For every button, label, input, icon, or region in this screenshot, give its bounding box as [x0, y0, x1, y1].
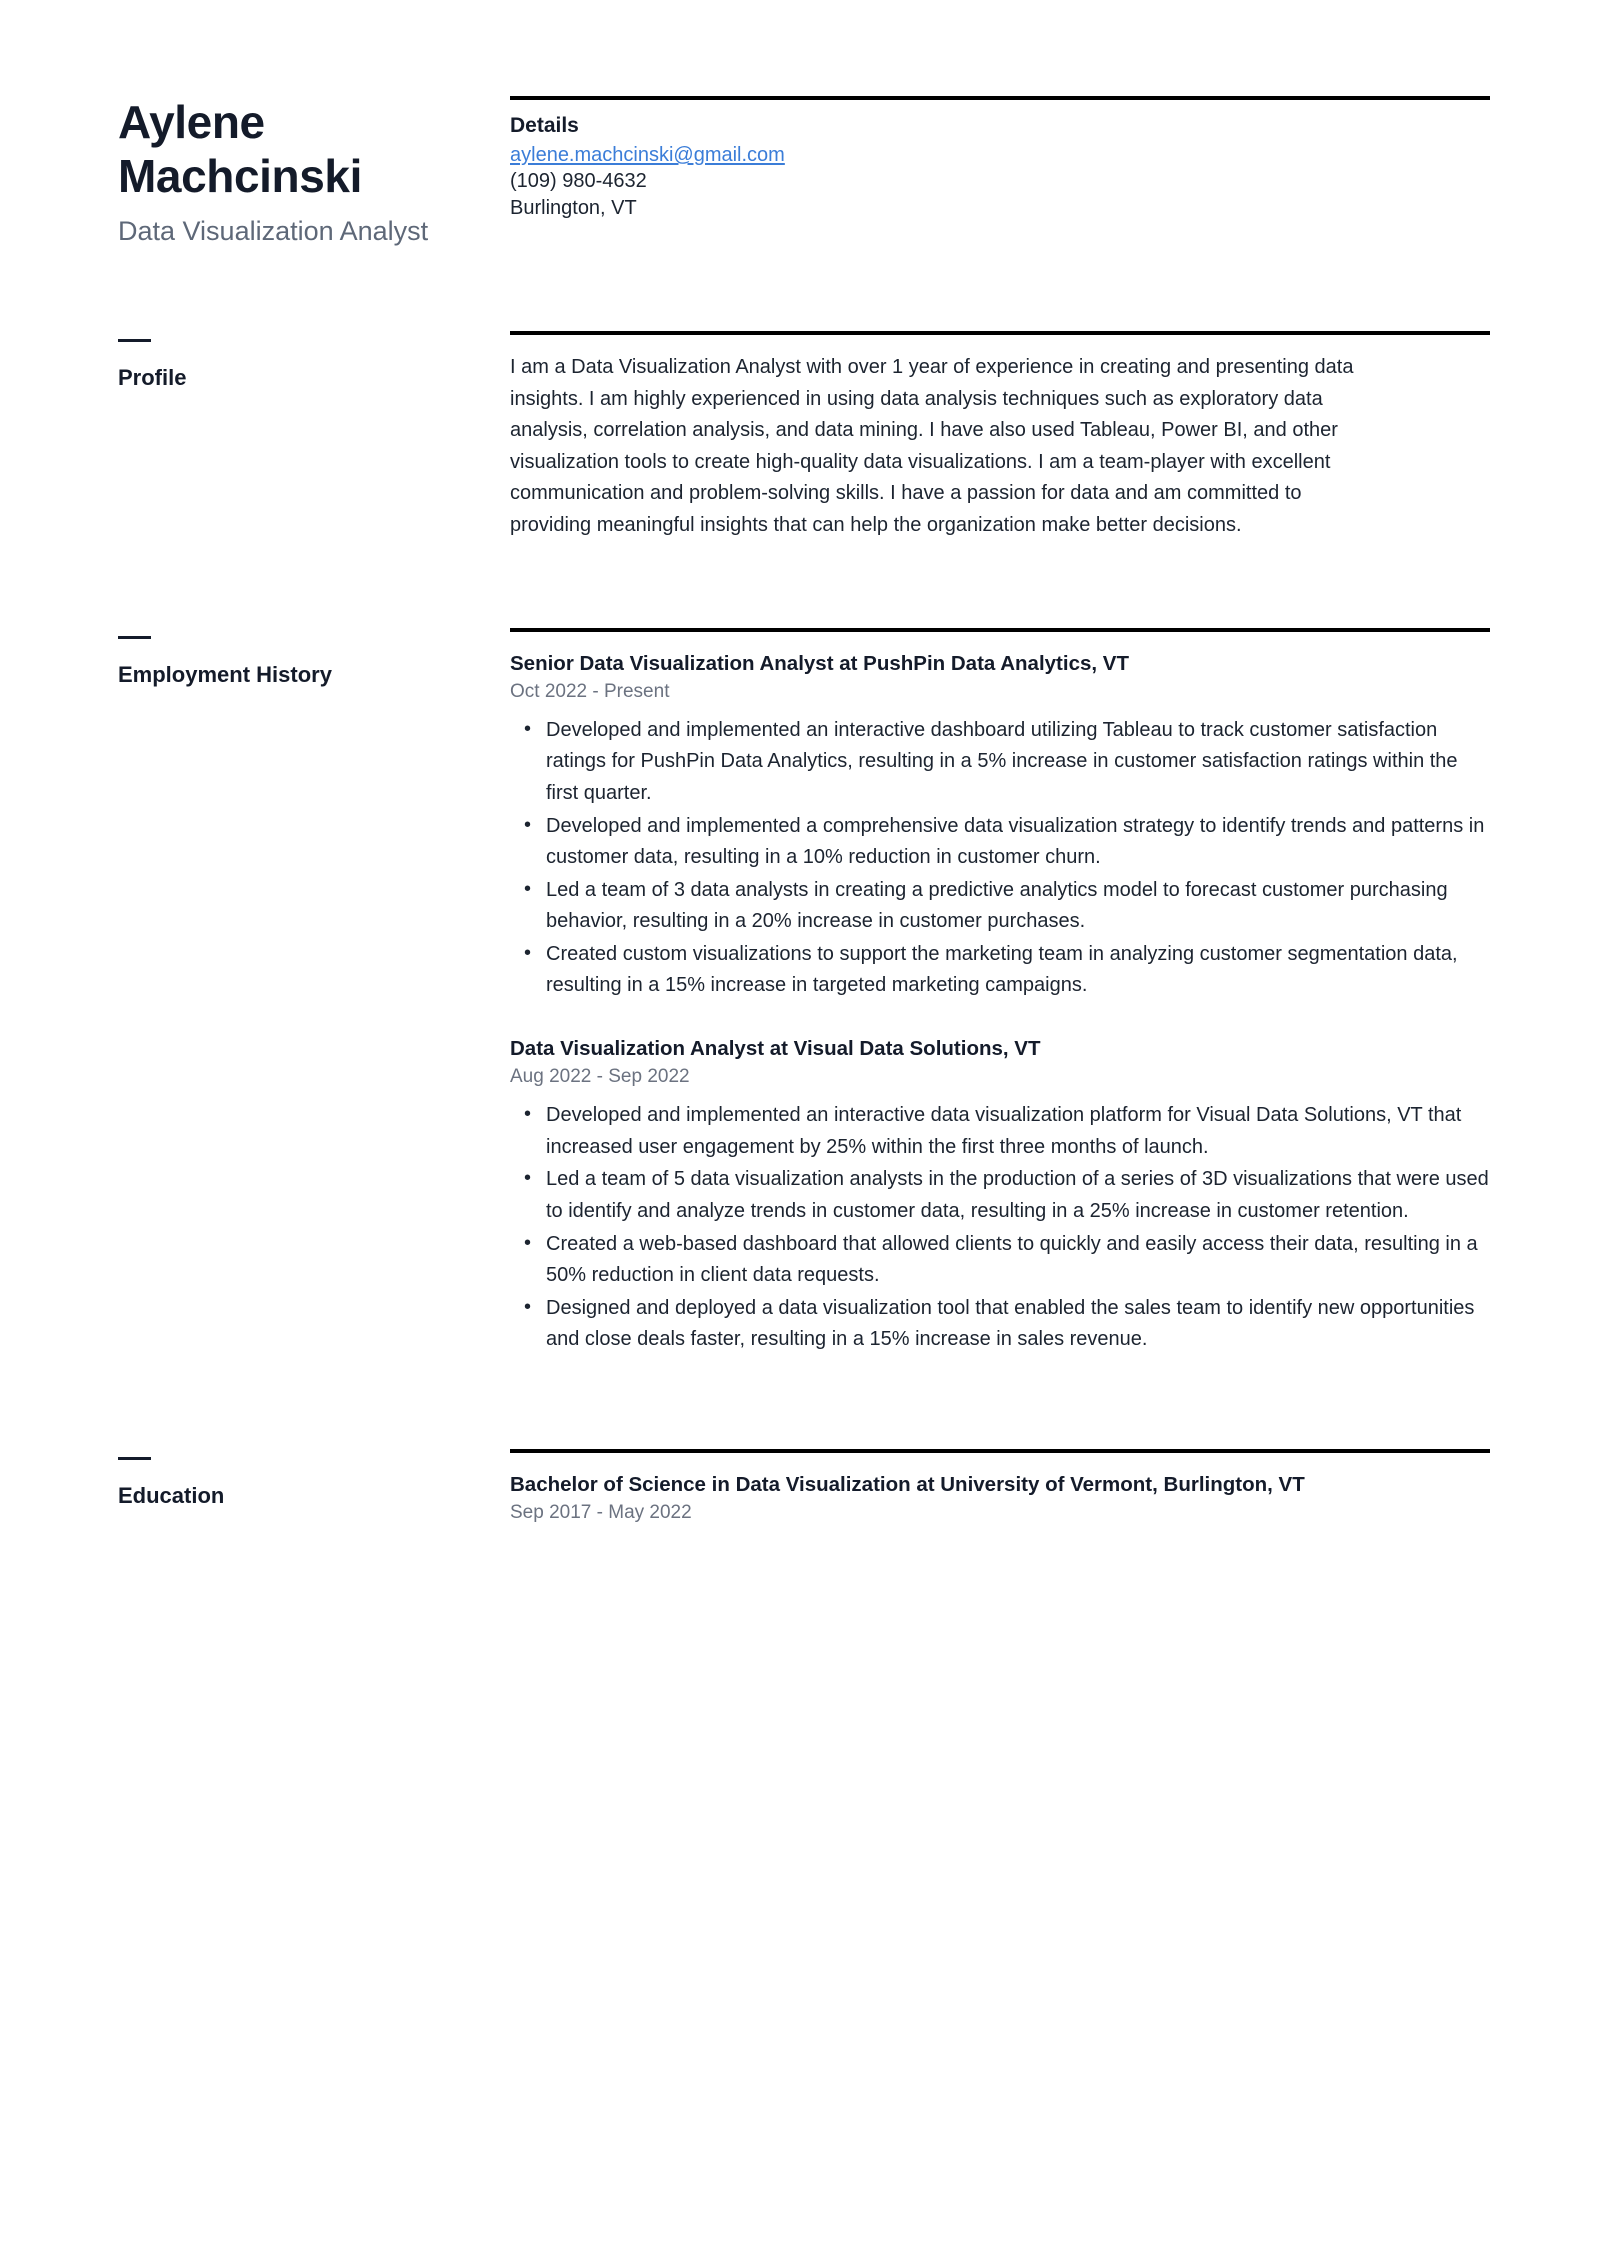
header-section — [0, 0, 1600, 249]
details-column — [510, 96, 1600, 249]
profile-content-column — [510, 331, 1600, 542]
employment-label-column — [0, 628, 510, 1357]
employment-entry-bullets — [510, 715, 1490, 1002]
email-link[interactable]: aylene.machcinski@gmail.com — [510, 144, 785, 166]
list-item: • Developed and implemented an interactive data visualization platform for Visual Data Solutions, VT that increased user engagement by 25% within the first three months of launch. — [510, 1100, 1490, 1163]
sidebar-label-education: Education — [118, 1482, 225, 1508]
details-block — [510, 114, 1490, 221]
employment-section — [0, 628, 1600, 1357]
profile-text: I am a Data Visualization Analyst with over 1 year of experience in creating and presenting data insights. I am highly experienced in using data analysis techniques such as exploratory data analysis, correlation analysis, and data mining. I have also used Tableau, Power BI, and other visualization tools to create high-quality data visualizations. I am a team-player with excellent communication and problem-solving skills. I have a passion for data and am committed to providing meaningful insights that can help the organization make better decisions. — [510, 356, 1354, 537]
list-item: • Led a team of 3 data analysts in creating a predictive analytics model to forecast customer purchasing behavior, resulting in a 20% increase in customer purchases. — [510, 875, 1490, 938]
header-identity — [0, 96, 510, 249]
profile-label-column — [0, 331, 510, 542]
list-item: • Developed and implemented a comprehensive data visualization strategy to identify trends and patterns in customer data, resulting in a 10% reduction in customer churn. — [510, 811, 1490, 874]
employment-entry-bullets — [510, 1100, 1490, 1356]
phone-line: (109) 980-4632 — [510, 170, 647, 193]
sidebar-label-employment: Employment History — [118, 661, 332, 687]
list-item: • Created custom visualizations to support the marketing team in analyzing customer segmentation data, resulting in a 15% increase in targeted marketing campaigns. — [510, 939, 1490, 1002]
section-dash-icon — [118, 339, 151, 342]
section-rule-employment — [510, 628, 1490, 632]
section-rule-profile — [510, 331, 1490, 335]
list-item: • Developed and implemented an interactive dashboard utilizing Tableau to track customer satisfaction ratings for PushPin Data Analytics, resulting in a 5% increase in customer satisfaction ratings within the first quarter. — [510, 715, 1490, 810]
education-entry-date: Sep 2017 - May 2022 — [510, 1502, 692, 1524]
employment-entry-date: Oct 2022 - Present — [510, 680, 670, 702]
section-rule-education — [510, 1449, 1490, 1453]
education-entry-title: Bachelor of Science in Data Visualization at University of Vermont, Burlington, VT — [510, 1472, 1305, 1496]
email-line — [510, 142, 1490, 168]
list-item: • Led a team of 5 data visualization analysts in the production of a series of 3D visualizations that were used to identify and analyze trends in customer data, resulting in a 25% increase in customer retention. — [510, 1164, 1490, 1227]
location-line: Burlington, VT — [510, 196, 637, 219]
header-job-title: Data Visualization Analyst — [118, 215, 429, 246]
sidebar-label-profile: Profile — [118, 365, 187, 391]
education-section — [0, 1449, 1600, 1524]
employment-entry — [510, 1034, 1490, 1356]
list-item: • Created a web-based dashboard that allowed clients to quickly and easily access their data, resulting in a 50% reduction in client data requests. — [510, 1229, 1490, 1292]
list-item: • Designed and deployed a data visualization tool that enabled the sales team to identify new opportunities and close deals faster, resulting in a 15% increase in sales revenue. — [510, 1293, 1490, 1356]
section-rule-details — [510, 96, 1490, 100]
education-content-column — [510, 1449, 1600, 1524]
section-dash-icon — [118, 1457, 151, 1460]
education-label-column — [0, 1449, 510, 1524]
employment-content-column — [510, 628, 1600, 1357]
employment-entry-date: Aug 2022 - Sep 2022 — [510, 1066, 690, 1088]
details-heading: Details — [510, 114, 579, 137]
education-entry — [510, 1470, 1490, 1524]
employment-entry-title: Senior Data Visualization Analyst at PushPin Data Analytics, VT — [510, 651, 1129, 675]
profile-section — [0, 331, 1600, 542]
page-title: Aylene Machcinski — [118, 96, 362, 202]
section-dash-icon — [118, 636, 151, 639]
employment-entry-title: Data Visualization Analyst at Visual Data Solutions, VT — [510, 1037, 1041, 1061]
employment-entry — [510, 649, 1490, 1002]
